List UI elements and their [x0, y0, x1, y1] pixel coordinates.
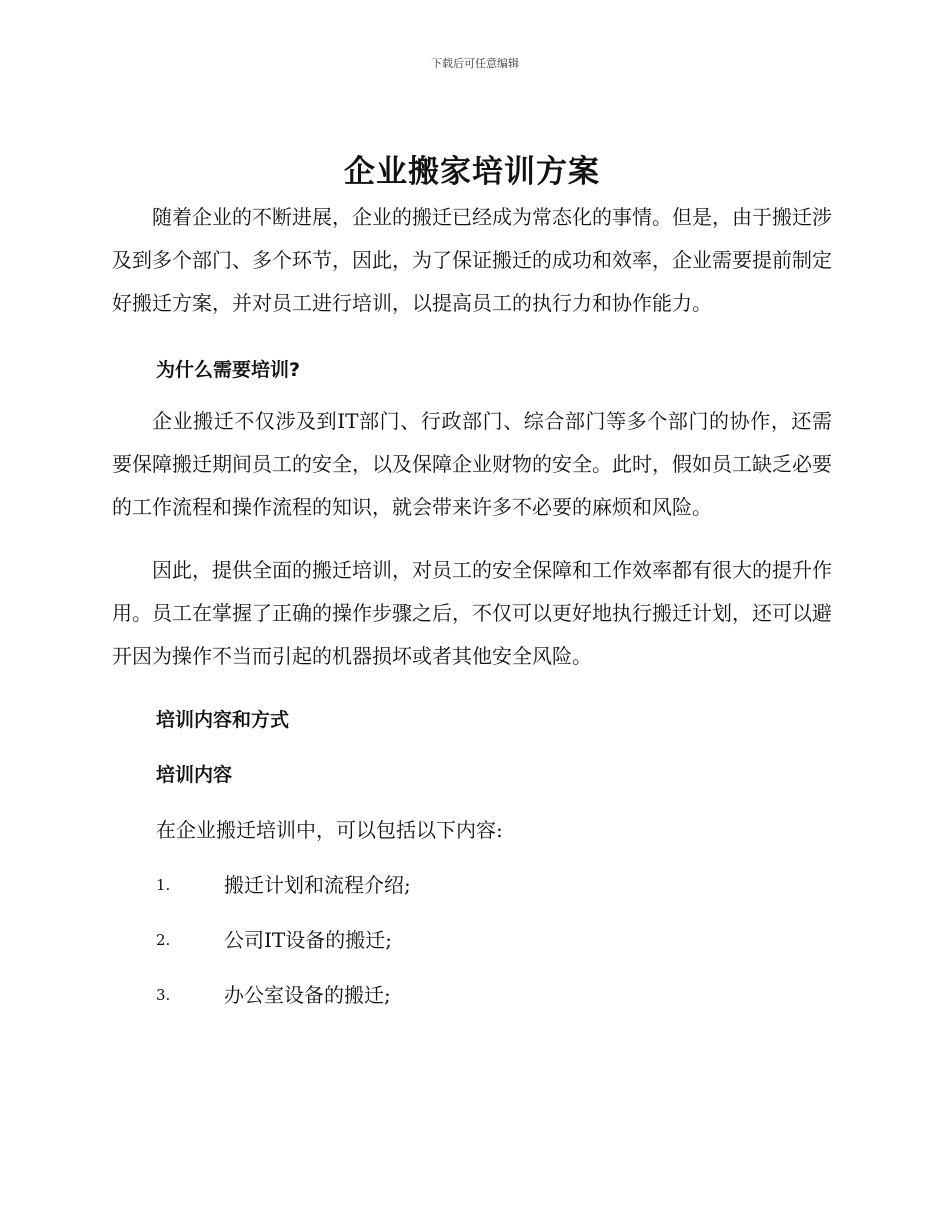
- section-heading-training-content-and-method: 培训内容和方式: [156, 709, 290, 731]
- list-item-text: 办公室设备的搬迁;: [224, 983, 391, 1007]
- why-paragraph-2: 因此，提供全面的搬迁培训，对员工的安全保障和工作效率都有很大的提升作用。员工在掌握了正确的操作步骤之后，不仅可以更好地执行搬迁计划，还可以避开因为操作不当而引起的机器损坏或者其他安全风险。: [112, 558, 832, 668]
- list-item-number: 1.: [156, 876, 171, 894]
- section-heading-why-training: 为什么需要培训?: [156, 359, 301, 381]
- content-lead-paragraph: 在企业搬迁培训中，可以包括以下内容:: [156, 818, 503, 842]
- list-item: [112, 870, 832, 900]
- list-item-text: 搬迁计划和流程介绍;: [224, 873, 411, 897]
- header-note: 下载后可任意编辑: [431, 57, 519, 70]
- list-item: [112, 980, 832, 1010]
- document-body: [112, 148, 832, 1010]
- intro-paragraph: 随着企业的不断进展，企业的搬迁已经成为常态化的事情。但是，由于搬迁涉及到多个部门、多个环节，因此，为了保证搬迁的成功和效率，企业需要提前制定好搬迁方案，并对员工进行培训，以提高员工的执行力和协作能力。: [112, 205, 832, 315]
- list-item-text: 公司IT设备的搬迁;: [224, 928, 392, 952]
- list-item: [112, 925, 832, 955]
- subheading-training-content: 培训内容: [156, 764, 233, 786]
- list-item-number: 3.: [156, 986, 171, 1004]
- why-paragraph-1: 企业搬迁不仅涉及到IT部门、行政部门、综合部门等多个部门的协作，还需要保障搬迁期间员工的安全，以及保障企业财物的安全。此时，假如员工缺乏必要的工作流程和操作流程的知识，就会带来许多不必要的麻烦和风险。: [112, 409, 832, 519]
- document-title: 企业搬家培训方案: [344, 154, 600, 190]
- list-item-number: 2.: [156, 931, 171, 949]
